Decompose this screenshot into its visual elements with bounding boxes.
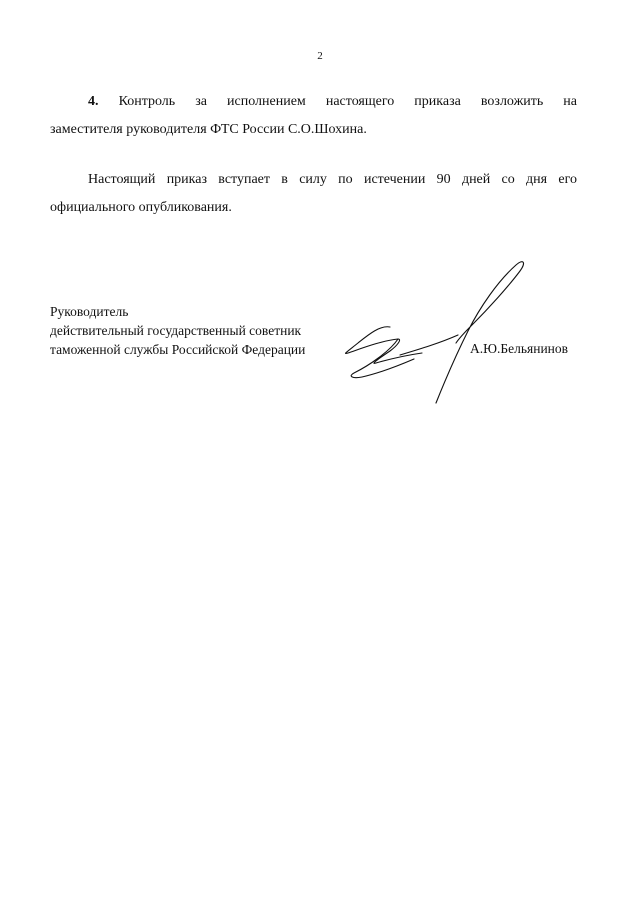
signature-stroke-2 [351, 339, 414, 378]
signature-stroke-3 [400, 335, 458, 355]
signatory-title-block [50, 302, 305, 359]
paragraph-4-first-line [50, 88, 577, 116]
paragraph-4-number: 4. [88, 94, 99, 109]
signature-stroke-1 [346, 327, 422, 364]
paragraph-effective-first-line: Настоящий приказ вступает в силу по истечении 90 дней со дня его [88, 172, 577, 187]
paragraph-4-text: Контроль за исполнением настоящего приказа возложить на [118, 94, 578, 109]
signatory-name: А.Ю.Бельянинов [470, 341, 569, 356]
paragraph-4 [50, 88, 577, 144]
handwritten-signature [340, 255, 540, 405]
paragraph-effective-second-line: официального опубликования. [50, 200, 232, 215]
signatory-title-line-2: действительный государственный советник [50, 323, 302, 338]
page-number: 2 [317, 50, 323, 62]
signature-stroke-4 [436, 262, 523, 403]
signatory-title-line-1: Руководитель [50, 304, 129, 319]
paragraph-effective-date [50, 166, 577, 222]
signatory-title-line-3: таможенной службы Российской Федерации [50, 342, 306, 357]
paragraph-4-second-line: заместителя руководителя ФТС России С.О.Шохина. [50, 122, 367, 137]
